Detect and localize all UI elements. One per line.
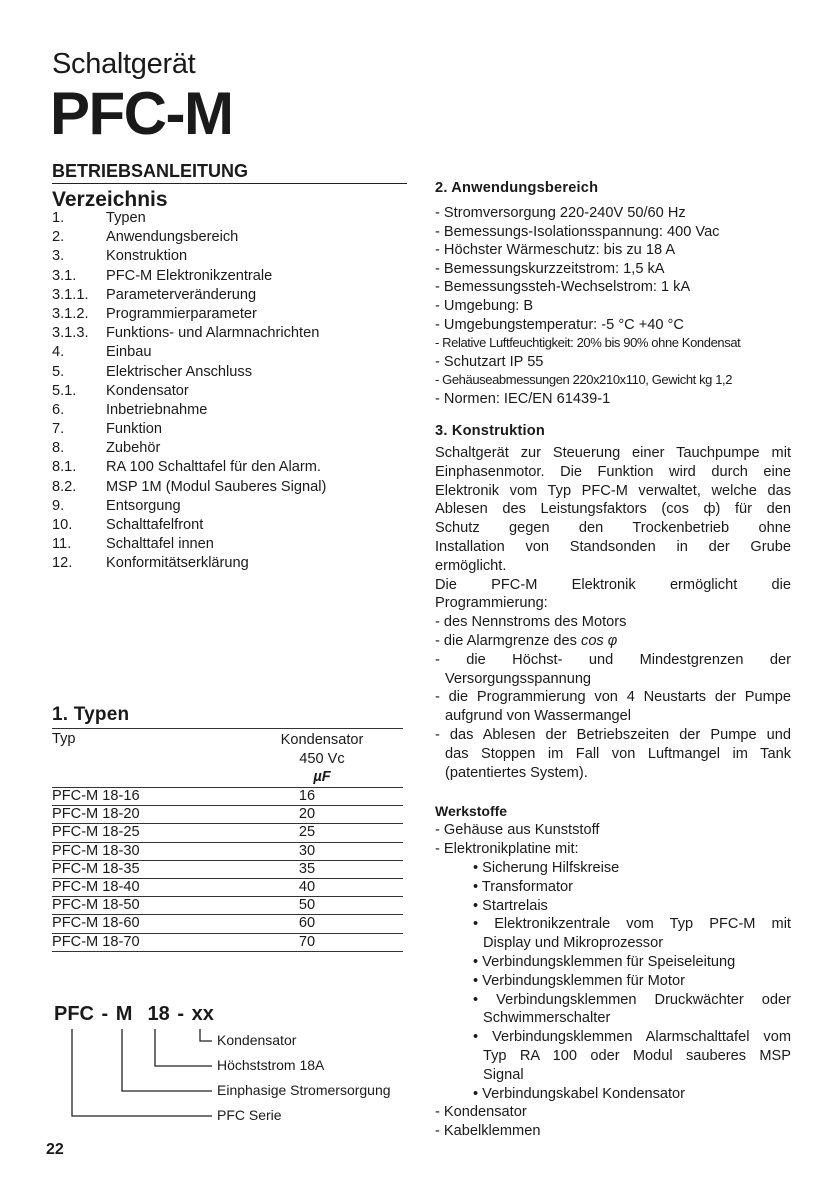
- platine-bullet-line: Typ RA 100 oder Modul sauberes MSP: [483, 1047, 791, 1064]
- anwendung-item: - Bemessungssteh-Wechselstrom: 1 kA: [435, 279, 691, 296]
- table-row: [52, 843, 403, 861]
- page-number: 22: [46, 1141, 64, 1158]
- capacitance-cell: 25: [298, 824, 316, 841]
- toc-item-number: 12.: [52, 555, 73, 572]
- toc-item: [52, 267, 326, 286]
- toc-item-number: 8.2.: [52, 478, 77, 495]
- toc-item-number: 3.1.1.: [52, 286, 89, 303]
- platine-bullet-item: [435, 972, 791, 991]
- toc-item-label: Funktions- und Alarmnachrichten: [106, 325, 320, 342]
- toc-item-label: Programmierparameter: [106, 305, 257, 322]
- programming-item-line: (patentiertes System).: [445, 764, 588, 781]
- platine-bullet-item: [435, 1085, 791, 1104]
- toc-item-label: PFC-M Elektronikzentrale: [106, 267, 273, 284]
- programming-item: [435, 726, 791, 782]
- toc-item-label: Inbetriebnahme: [106, 401, 208, 418]
- capacitance-cell: 40: [298, 878, 316, 895]
- toc-item-number: 1.: [52, 210, 65, 226]
- toc-item: [52, 209, 326, 228]
- col-typ: Typ: [52, 731, 76, 747]
- code-label-phase: Einphasige Stromersorgung: [217, 1082, 391, 1098]
- platine-bullet-line: Display und Mikroprozessor: [483, 935, 664, 952]
- toc-item-label: Schalttafelfront: [106, 517, 204, 533]
- code-label-kondensator: Kondensator: [217, 1032, 297, 1048]
- paragraph-line: Programmierung:: [435, 595, 548, 612]
- types-table: [52, 728, 403, 952]
- capacitance-cell: 30: [298, 842, 316, 859]
- paragraph-line: Ablesen des Leistungsfaktors (cos ф) für den: [435, 501, 791, 518]
- model-cell: PFC-M 18-25: [52, 824, 140, 841]
- anwendung-item: - Umgebungstemperatur: -5 °C +40 °C: [435, 316, 684, 333]
- col-kondensator: [242, 731, 402, 787]
- anwendung-item: - Bemessungs-Isolationsspannung: 400 Vac: [435, 223, 720, 240]
- platine-bullet-line: Schwimmerschalter: [483, 1010, 611, 1027]
- types-table-body: [52, 788, 403, 952]
- werkstoffe-item: - Kabelklemmen: [435, 1123, 541, 1140]
- toc-item-label: Elektrischer Anschluss: [106, 363, 252, 380]
- anwendung-item: - Normen: IEC/EN 61439-1: [435, 390, 611, 407]
- model-cell: PFC-M 18-50: [52, 897, 140, 914]
- toc-item: [52, 458, 326, 477]
- platine-bullet-line: • Transformator: [473, 878, 573, 895]
- table-row: [52, 897, 403, 915]
- konstruktion-heading: 3. Konstruktion: [435, 423, 546, 439]
- platine-bullet-item: [435, 953, 791, 972]
- toc-item-number: 8.1.: [52, 459, 77, 476]
- cos-phi-symbol: cos φ: [581, 632, 618, 649]
- toc-item-number: 5.: [52, 363, 65, 380]
- platine-bullet-item: [435, 878, 791, 897]
- toc-item-number: 5.1.: [52, 382, 77, 399]
- manual-heading: BETRIEBSANLEITUNG: [52, 161, 249, 181]
- werkstoffe-item: - Kondensator: [435, 1104, 527, 1121]
- platine-bullet-line: • Startrelais: [473, 897, 548, 914]
- toc-item-number: 3.1.3.: [52, 325, 89, 342]
- toc-item-number: 3.1.2.: [52, 305, 89, 322]
- toc-item-number: 3.1.: [52, 267, 77, 284]
- toc-item-label: Kondensator: [106, 382, 189, 399]
- toc-item: [52, 343, 326, 362]
- platine-bullet-item: [435, 991, 791, 1029]
- konstruktion-paragraph-2: [435, 576, 791, 614]
- capacitance-cell: 60: [298, 915, 316, 932]
- col-kond-label: Kondensator: [280, 732, 364, 748]
- table-of-contents: [52, 209, 326, 574]
- paragraph-line: Einphasenmotor. Die Funktion wird durch eine: [435, 463, 791, 480]
- werkstoffe-item: - Elektronikplatine mit:: [435, 841, 579, 858]
- paragraph-line: Schaltgerät zur Steuerung einer Tauchpumpe mit: [435, 445, 791, 461]
- platine-bullet-line: • Verbindungsklemmen für Motor: [473, 972, 685, 989]
- capacitance-cell: 70: [298, 933, 316, 950]
- platine-bullet-line: • Verbindungsklemmen Alarmschalttafel vom: [473, 1029, 791, 1046]
- model-cell: PFC-M 18-60: [52, 915, 140, 932]
- model-cell: PFC-M 18-20: [52, 806, 140, 823]
- toc-item-number: 6.: [52, 401, 65, 418]
- toc-item-label: Konformitätserklärung: [106, 555, 249, 572]
- platine-bullet-item: [435, 897, 791, 916]
- toc-item: [52, 535, 326, 554]
- platine-bullet-line: • Verbindungskabel Kondensator: [473, 1085, 686, 1102]
- toc-item-label: MSP 1M (Modul Sauberes Signal): [106, 478, 327, 495]
- table-row: [52, 879, 403, 897]
- toc-item-number: 11.: [52, 536, 72, 553]
- toc-item: [52, 439, 326, 458]
- table-row: [52, 861, 403, 879]
- anwendung-item: - Umgebung: B: [435, 297, 534, 314]
- toc-item: [52, 497, 326, 516]
- anwendung-item: - Höchster Wärmeschutz: bis zu 18 A: [435, 242, 676, 259]
- anwendung-heading: 2. Anwendungsbereich: [435, 180, 599, 196]
- toc-item: [52, 382, 326, 401]
- toc-item: [52, 324, 326, 343]
- toc-item: [52, 286, 326, 305]
- typen-heading: 1. Typen: [52, 704, 130, 725]
- programming-item-line: das Stoppen im Fall von Luftmangel im Tank: [445, 745, 791, 762]
- document-subtitle: Schaltgerät: [52, 48, 196, 80]
- werkstoffe-item: - Gehäuse aus Kunststoff: [435, 822, 600, 839]
- toc-item: [52, 554, 326, 573]
- platine-bullet-list: [435, 859, 791, 1103]
- table-row: [52, 934, 403, 952]
- programming-item-line: aufgrund von Wassermangel: [445, 708, 632, 725]
- programming-item: [435, 688, 791, 726]
- programming-item: [435, 613, 791, 632]
- toc-item-number: 3.: [52, 248, 65, 265]
- programming-item-line: Versorgungsspannung: [445, 670, 592, 687]
- programming-item-line: - das Ablesen der Betriebszeiten der Pumpe und: [435, 726, 791, 743]
- toc-item-label: Typen: [106, 210, 146, 226]
- table-row: [52, 824, 403, 842]
- platine-bullet-line: Signal: [483, 1066, 524, 1083]
- toc-item: [52, 478, 326, 497]
- konstruktion-body: [435, 444, 791, 1141]
- toc-item: [52, 516, 326, 535]
- paragraph-line: Elektronik vom Typ PFC-M verwaltet, welche das: [435, 482, 791, 499]
- werkstoffe-heading: Werkstoffe: [435, 803, 508, 820]
- anwendung-item: - Stromversorgung 220-240V 50/60 Hz: [435, 205, 686, 221]
- toc-item-label: Anwendungsbereich: [106, 229, 239, 246]
- toc-item-number: 10.: [52, 517, 73, 533]
- capacitance-cell: 20: [298, 806, 316, 823]
- table-row: [52, 915, 403, 933]
- types-table-header: [52, 728, 403, 788]
- capacitance-cell: 50: [298, 897, 316, 914]
- konstruktion-paragraph-1: [435, 444, 791, 576]
- toc-item-label: Schalttafel innen: [106, 536, 214, 553]
- anwendung-item: - Schutzart IP 55: [435, 353, 544, 370]
- toc-item-label: Entsorgung: [106, 497, 181, 514]
- paragraph-line: Schutz gegen den Trockenbetrieb ohne: [435, 520, 791, 537]
- toc-item-label: Konstruktion: [106, 248, 188, 265]
- programming-item-line: - des Nennstroms des Motors: [435, 614, 627, 631]
- programming-item-line: - die Höchst- und Mindestgrenzen der: [435, 651, 791, 668]
- document-title: PFC-M: [50, 80, 233, 147]
- platine-bullet-item: [435, 859, 791, 878]
- heading-rule: [52, 183, 407, 184]
- toc-item-label: Parameterveränderung: [106, 286, 257, 303]
- paragraph-line: Die PFC-M Elektronik ermöglicht die: [435, 576, 791, 593]
- toc-item: [52, 228, 326, 247]
- programming-item-line: - die Alarmgrenze des: [435, 632, 582, 649]
- code-label-series: PFC Serie: [217, 1107, 282, 1123]
- platine-bullet-line: • Verbindungsklemmen Druckwächter oder: [473, 991, 791, 1008]
- paragraph-line: Installation von Standsonden in der Grube: [435, 538, 791, 555]
- platine-bullet-item: [435, 1028, 791, 1084]
- anwendung-item: - Bemessungskurzzeitstrom: 1,5 kA: [435, 260, 665, 277]
- col-kond-voltage: 450 Vc: [299, 750, 345, 767]
- anwendung-item: - Gehäuseabmessungen 220x210x110, Gewicht kg 1,2: [435, 372, 733, 388]
- toc-item-number: 2.: [52, 229, 65, 246]
- capacitance-cell: 16: [298, 788, 316, 804]
- toc-title: Verzeichnis: [52, 188, 168, 211]
- platine-bullet-line: • Sicherung Hilfskreise: [473, 859, 620, 876]
- toc-item: [52, 401, 326, 420]
- toc-item-number: 8.: [52, 440, 65, 457]
- toc-item-label: RA 100 Schalttafel für den Alarm.: [106, 459, 321, 476]
- model-cell: PFC-M 18-30: [52, 842, 140, 859]
- toc-item-label: Zubehör: [106, 440, 161, 457]
- capacitance-cell: 35: [298, 860, 316, 877]
- toc-item-label: Einbau: [106, 344, 152, 361]
- model-cell: PFC-M 18-16: [52, 788, 140, 804]
- toc-item-label: Funktion: [106, 421, 162, 438]
- programming-list: [435, 613, 791, 782]
- paragraph-line: ermöglicht.: [435, 557, 507, 574]
- platine-bullet-item: [435, 915, 791, 953]
- model-cell: PFC-M 18-40: [52, 878, 140, 895]
- model-cell: PFC-M 18-70: [52, 933, 140, 950]
- programming-item: [435, 651, 791, 689]
- toc-item-number: 4.: [52, 344, 65, 361]
- code-diagram-title: PFC - M 18 - xx: [54, 1003, 214, 1025]
- toc-item: [52, 363, 326, 382]
- toc-item: [52, 305, 326, 324]
- toc-item-number: 7.: [52, 421, 65, 438]
- programming-item-line: - die Programmierung von 4 Neustarts der Pumpe: [435, 689, 791, 706]
- toc-item-number: 9.: [52, 497, 65, 514]
- platine-bullet-line: • Elektronikzentrale vom Typ PFC-M mit: [473, 916, 791, 933]
- toc-item: [52, 247, 326, 266]
- programming-item: [435, 632, 791, 651]
- code-label-current: Höchststrom 18A: [217, 1057, 325, 1073]
- model-cell: PFC-M 18-35: [52, 860, 140, 877]
- col-kond-unit: µF: [313, 769, 331, 785]
- table-row: [52, 806, 403, 824]
- platine-bullet-line: • Verbindungsklemmen für Speiseleitung: [473, 953, 736, 970]
- toc-item: [52, 420, 326, 439]
- anwendung-item: - Relative Luftfeuchtigkeit: 20% bis 90% ohne Kondensat: [435, 335, 741, 351]
- table-row: [52, 788, 403, 806]
- anwendung-list: [435, 204, 791, 409]
